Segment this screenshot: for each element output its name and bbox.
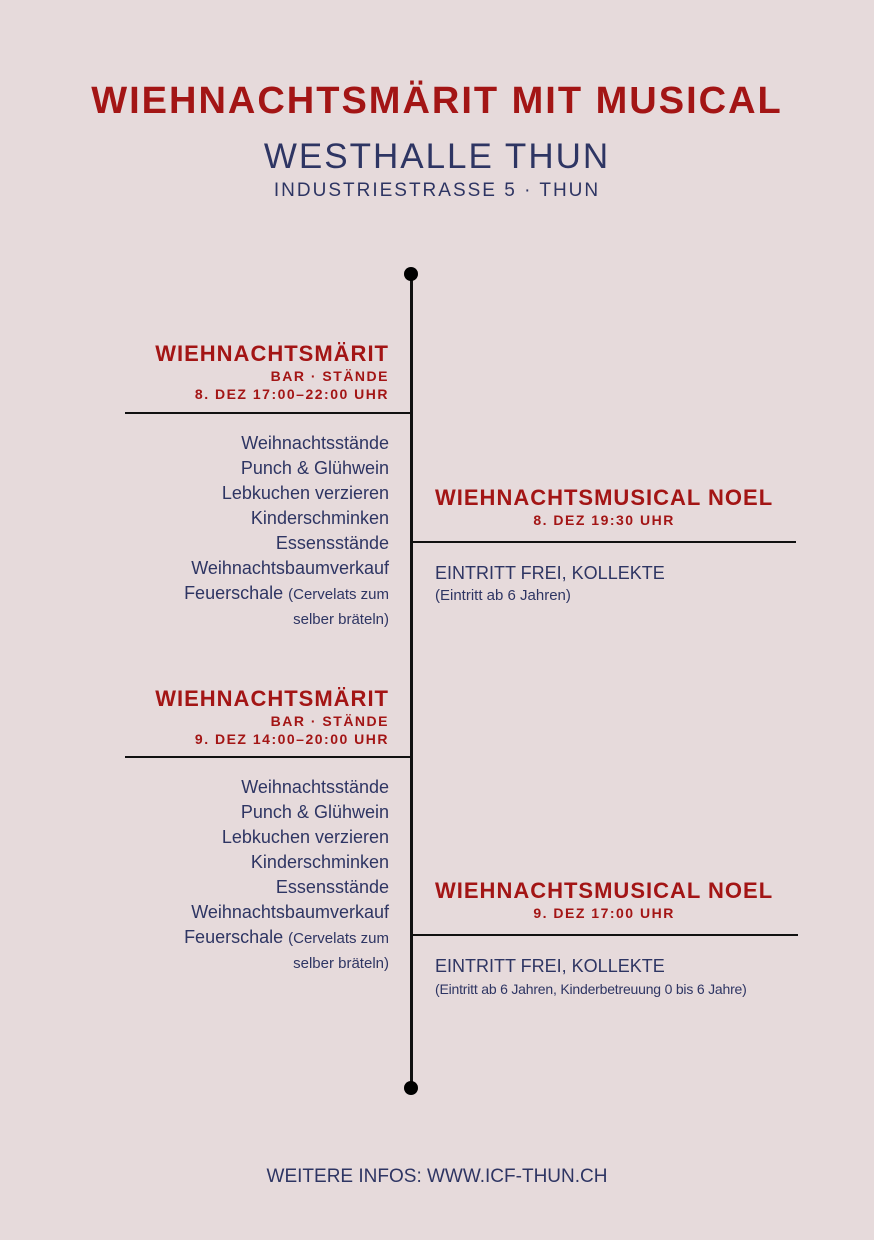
timeline-end-dot — [404, 1081, 418, 1095]
poster-title: WIEHNACHTSMÄRIT MIT MUSICAL — [91, 80, 783, 122]
list-item: Lebkuchen verzieren — [221, 483, 389, 503]
list-item: Essensstände — [275, 877, 389, 897]
list-item-label: Feuerschale — [184, 583, 284, 603]
list-item: Punch & Glühwein — [240, 458, 389, 478]
event-markt-1-header — [155, 341, 389, 403]
venue-name: WESTHALLE THUN — [263, 137, 611, 176]
list-item: Weihnachtsbaumverkauf — [191, 558, 389, 578]
timeline-start-dot — [404, 267, 418, 281]
event-musical-1-header — [435, 485, 773, 529]
event-markt-1-list — [184, 431, 389, 632]
list-item: Weihnachtsstände — [241, 433, 389, 453]
list-item-note: (Cervelats zum — [288, 930, 389, 947]
event-date: 8. DEZ 17:00–22:00 UHR — [194, 386, 389, 402]
event-admission-note: (Eintritt ab 6 Jahren) — [435, 587, 571, 604]
list-item: Punch & Glühwein — [240, 802, 389, 822]
event-markt-2-list — [184, 775, 389, 976]
event-title: WIEHNACHTSMÄRIT — [155, 686, 389, 711]
list-item-note-continued: selber bräteln) — [293, 611, 389, 628]
event-admission: EINTRITT FREI, KOLLEKTE — [435, 563, 665, 583]
event-title: WIEHNACHTSMUSICAL NOEL — [435, 878, 774, 903]
timeline-line — [410, 274, 413, 1089]
event-musical-2-divider — [412, 934, 798, 936]
event-markt-2-header — [155, 686, 389, 748]
event-admission-note: (Eintritt ab 6 Jahren, Kinderbetreuung 0 bis 6 Jahre) — [435, 981, 747, 997]
list-item: Lebkuchen verzieren — [221, 827, 389, 847]
list-item: Kinderschminken — [250, 508, 389, 528]
venue-address: INDUSTRIESTRASSE 5 · THUN — [273, 180, 601, 201]
event-subtitle: BAR · STÄNDE — [270, 713, 389, 729]
event-musical-2-header — [435, 878, 773, 922]
list-item-note-continued: selber bräteln) — [293, 955, 389, 972]
event-musical-1-divider — [412, 541, 796, 543]
list-item-label: Feuerschale — [184, 927, 284, 947]
event-musical-1-info — [435, 561, 665, 607]
event-subtitle: BAR · STÄNDE — [270, 368, 389, 384]
event-markt-1-divider — [125, 412, 412, 414]
list-item — [184, 925, 389, 951]
list-item: Essensstände — [275, 533, 389, 553]
list-item: Weihnachtsbaumverkauf — [191, 902, 389, 922]
event-date: 9. DEZ 14:00–20:00 UHR — [194, 731, 389, 747]
list-item: Weihnachtsstände — [241, 777, 389, 797]
event-admission: EINTRITT FREI, KOLLEKTE — [435, 956, 665, 976]
event-title: WIEHNACHTSMÄRIT — [155, 341, 389, 366]
list-item: Kinderschminken — [250, 852, 389, 872]
event-title: WIEHNACHTSMUSICAL NOEL — [435, 485, 774, 510]
event-date: 8. DEZ 19:30 UHR — [533, 512, 675, 528]
list-item-note: (Cervelats zum — [288, 586, 389, 603]
event-date: 9. DEZ 17:00 UHR — [533, 905, 675, 921]
event-markt-2-divider — [125, 756, 412, 758]
list-item — [184, 581, 389, 607]
event-musical-2-info — [435, 954, 747, 1000]
footer-info: WEITERE INFOS: WWW.ICF-THUN.CH — [266, 1166, 608, 1187]
